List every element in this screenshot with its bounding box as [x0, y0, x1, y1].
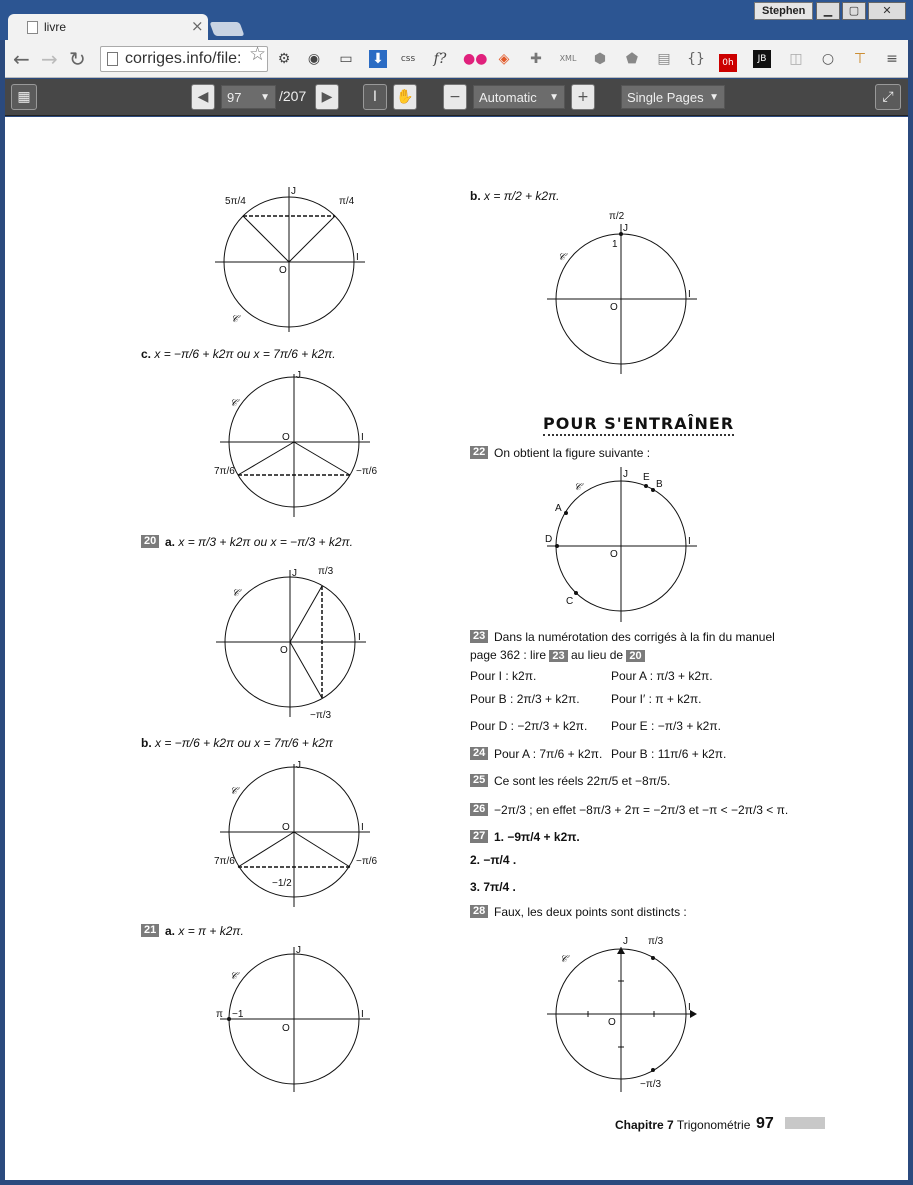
label-o: O [282, 822, 290, 833]
circle-icon[interactable]: ○ [821, 51, 835, 67]
label-j: J [292, 568, 297, 579]
exercise-23-line2 [470, 648, 645, 663]
label-c: 𝒞 [232, 588, 240, 599]
exercise-22-text: On obtient la figure suivante : [494, 446, 651, 460]
fullscreen-icon[interactable]: ⤢ [875, 84, 901, 110]
label-o: O [282, 1023, 290, 1034]
exercise-number: 21 [141, 924, 159, 937]
tag-icon[interactable]: ◫ [789, 51, 803, 67]
label-o: O [280, 645, 288, 656]
answer-text: −2π/3 ; en effet −8π/3 + 2π = −2π/3 et −π < −2π/3 < π. [494, 803, 789, 817]
next-page-icon[interactable]: ▶ [315, 84, 339, 110]
item-label: b. [470, 189, 481, 203]
hand-tool-icon[interactable]: ✋ [393, 84, 417, 110]
exercise-21a-line [165, 924, 244, 938]
label-j: J [296, 760, 301, 771]
unit-circle-figure [210, 947, 380, 1092]
label-minus-pi3: −π/3 [640, 1079, 662, 1090]
browser-toolbar [5, 40, 908, 78]
label-i: I [688, 1002, 691, 1013]
forward-icon[interactable]: → [41, 47, 58, 71]
reference-number: 23 [549, 650, 567, 662]
puzzle-icon[interactable]: ✚ [530, 51, 542, 67]
minimize-button[interactable]: ▁ [816, 2, 840, 20]
exercise-number: 28 [470, 905, 488, 918]
browser-tab[interactable] [8, 14, 208, 41]
item-label: c. [141, 347, 152, 361]
page-footer [615, 1118, 750, 1132]
label-i: I [358, 632, 361, 643]
page-count: /207 [279, 88, 307, 104]
unit-circle-figure [210, 562, 380, 727]
page-number-input[interactable]: 97 ▼ [221, 85, 276, 109]
unit-circle-figure [210, 762, 380, 912]
label-minus-pi6: −π/6 [356, 466, 378, 477]
text-part: au lieu de [571, 648, 624, 662]
flickr-icon[interactable]: ●● [463, 51, 488, 67]
label-minus-pi3: −π/3 [310, 710, 332, 721]
pdf-toolbar [5, 79, 908, 116]
label-c: 𝒞 [230, 786, 238, 797]
answer-text: Pour D : −2π/3 + k2π. [470, 719, 588, 733]
unit-circle-figure [210, 372, 380, 522]
answer-text: Pour A : π/3 + k2π. [611, 669, 713, 683]
item-label: b. [141, 736, 152, 750]
label-pi4: π/4 [339, 196, 355, 207]
item-text: x = −π/6 + k2π ou x = 7π/6 + k2π [155, 736, 333, 750]
new-tab-button[interactable] [209, 22, 244, 36]
tab-title: livre [44, 20, 67, 34]
reference-number: 20 [626, 650, 644, 662]
item-label: a. [165, 535, 176, 549]
chapter-label: Chapitre 7 [615, 1118, 674, 1132]
unit-circle-figure [540, 467, 710, 622]
close-window-button[interactable]: ✕ [868, 2, 906, 20]
unit-circle-figure [540, 209, 710, 374]
label-o: O [279, 265, 287, 276]
item-text: x = π + k2π. [178, 924, 244, 938]
url-text: corriges.info/file: [125, 50, 242, 67]
maximize-button[interactable]: ▢ [842, 2, 866, 20]
answer-text: Pour I : k2π. [470, 669, 537, 683]
label-one: 1 [612, 239, 618, 250]
label-5pi4: 5π/4 [225, 196, 246, 207]
exercise-number: 20 [141, 535, 159, 548]
zoom-value: Automatic [479, 90, 537, 105]
bracket-icon[interactable]: {} [687, 51, 705, 67]
answer-text: Faux, les deux points sont distincts : [494, 905, 687, 919]
exercise-number: 26 [470, 803, 488, 816]
label-o: O [608, 1017, 616, 1028]
unit-circle-figure [540, 932, 710, 1097]
answer-text: Pour E : −π/3 + k2π. [611, 719, 721, 733]
label-7pi6: 7π/6 [214, 466, 235, 477]
label-pi3: π/3 [318, 566, 334, 577]
hammer-icon[interactable]: ⊤ [853, 51, 867, 67]
item-c-line [141, 347, 336, 361]
gear-icon[interactable]: ⚙ [277, 51, 291, 67]
back-icon[interactable]: ← [13, 47, 30, 71]
label-o: O [610, 302, 618, 313]
view-mode-select[interactable]: Single Pages ▼ [621, 85, 725, 109]
unit-circle-figure [205, 182, 375, 332]
answer-text: Ce sont les réels 22π/5 et −8π/5. [494, 774, 671, 788]
exercise-number: 25 [470, 774, 488, 787]
window-icon[interactable]: ▤ [657, 51, 671, 67]
label-d: D [545, 534, 553, 545]
label-i: I [356, 252, 359, 263]
label-e: E [643, 472, 650, 483]
font-icon[interactable]: f? [433, 51, 447, 67]
item-label: a. [165, 924, 176, 938]
label-c: 𝒞 [231, 314, 239, 325]
mask-icon[interactable]: ◉ [307, 51, 321, 67]
label-pi2: π/2 [609, 211, 625, 222]
view-mode-value: Single Pages [627, 90, 704, 105]
palette-icon[interactable]: ◈ [498, 51, 510, 67]
pdf-page [5, 117, 908, 1180]
cube-icon[interactable]: ⬢ [593, 51, 607, 67]
exercise-number: 23 [470, 630, 488, 643]
address-bar[interactable] [100, 46, 268, 72]
answer-text: Pour B : 11π/6 + k2π. [611, 747, 727, 761]
cast-icon[interactable]: ▭ [339, 51, 353, 67]
label-c: 𝒞 [574, 482, 582, 493]
label-o: O [610, 549, 618, 560]
label-j: J [623, 936, 628, 947]
xml-icon[interactable]: XML [559, 54, 577, 63]
label-minus-pi6: −π/6 [356, 856, 378, 867]
label-i: I [361, 1009, 364, 1020]
label-i: I [361, 432, 364, 443]
exercise-20a-line [165, 535, 353, 549]
label-7pi6: 7π/6 [214, 856, 235, 867]
label-o: O [282, 432, 290, 443]
label-minus-one: −1 [232, 1009, 244, 1020]
label-j: J [623, 223, 628, 234]
label-j: J [296, 370, 301, 381]
label-i: I [361, 822, 364, 833]
label-b: B [656, 479, 663, 490]
label-j: J [291, 186, 296, 197]
chapter-title: Trigonométrie [676, 1118, 751, 1132]
css-icon[interactable]: css [400, 54, 416, 64]
label-c: 𝒞 [560, 954, 568, 965]
label-c: 𝒞 [230, 971, 238, 982]
bookmark-star-icon[interactable]: ☆ [249, 43, 267, 65]
counter-badge-icon[interactable]: 0h [719, 54, 737, 72]
answer-text: 1. −9π/4 + k2π. [494, 830, 580, 844]
text-select-icon[interactable]: I [363, 84, 387, 110]
page-number-value: 97 [227, 90, 242, 105]
label-j: J [296, 945, 301, 956]
label-c: 𝒞 [558, 252, 566, 263]
exercise-number: 22 [470, 446, 488, 459]
item-b-line [470, 189, 559, 203]
close-icon[interactable]: × [191, 17, 204, 35]
previous-page-icon[interactable]: ◀ [191, 84, 215, 110]
reload-icon[interactable]: ↻ [69, 47, 86, 71]
answer-text: Pour B : 2π/3 + k2π. [470, 692, 580, 706]
item-text: x = π/3 + k2π ou x = −π/3 + k2π. [178, 535, 353, 549]
label-c: 𝒞 [230, 398, 238, 409]
label-i: I [688, 289, 691, 300]
exercise-number: 27 [470, 830, 488, 843]
footer-decoration [785, 1117, 825, 1129]
exercise-23-line1: Dans la numérotation des corrigés à la fin du manuel [494, 630, 775, 644]
label-c-point: C [566, 596, 574, 607]
label-pi: π [216, 1009, 223, 1020]
label-minus-half: −1/2 [272, 878, 292, 889]
answer-text: 2. −π/4 . [470, 853, 517, 867]
exercise-number: 24 [470, 747, 488, 760]
page-icon [107, 52, 118, 66]
text-part: page 362 : lire [470, 648, 547, 662]
label-a: A [555, 503, 562, 514]
page-icon [27, 21, 38, 34]
label-j: J [623, 469, 628, 480]
page-number: 97 [756, 1115, 774, 1132]
label-i: I [688, 536, 691, 547]
item-text: x = −π/6 + k2π ou x = 7π/6 + k2π. [154, 347, 336, 361]
menu-icon[interactable]: ≡ [886, 51, 898, 67]
section-heading: POUR S'ENTRAÎNER [543, 414, 734, 436]
jetbrains-icon[interactable]: JB [753, 50, 771, 68]
window-title-bar [0, 0, 913, 40]
answer-text: Pour I′ : π + k2π. [611, 692, 702, 706]
zoom-out-icon[interactable]: − [443, 84, 467, 110]
item-text: x = π/2 + k2π. [484, 189, 560, 203]
download-icon[interactable]: ⬇ [369, 50, 387, 68]
answer-text: Pour A : 7π/6 + k2π. [494, 747, 603, 761]
zoom-in-icon[interactable]: + [571, 84, 595, 110]
user-profile-button[interactable]: Stephen [754, 2, 813, 20]
sidebar-toggle-icon[interactable]: ▦ [11, 84, 37, 110]
angular-icon[interactable]: ⬟ [625, 51, 639, 67]
label-pi3: π/3 [648, 936, 664, 947]
zoom-select[interactable]: Automatic ▼ [473, 85, 565, 109]
answer-text: 3. 7π/4 . [470, 880, 516, 894]
exercise-20b-line [141, 736, 333, 750]
